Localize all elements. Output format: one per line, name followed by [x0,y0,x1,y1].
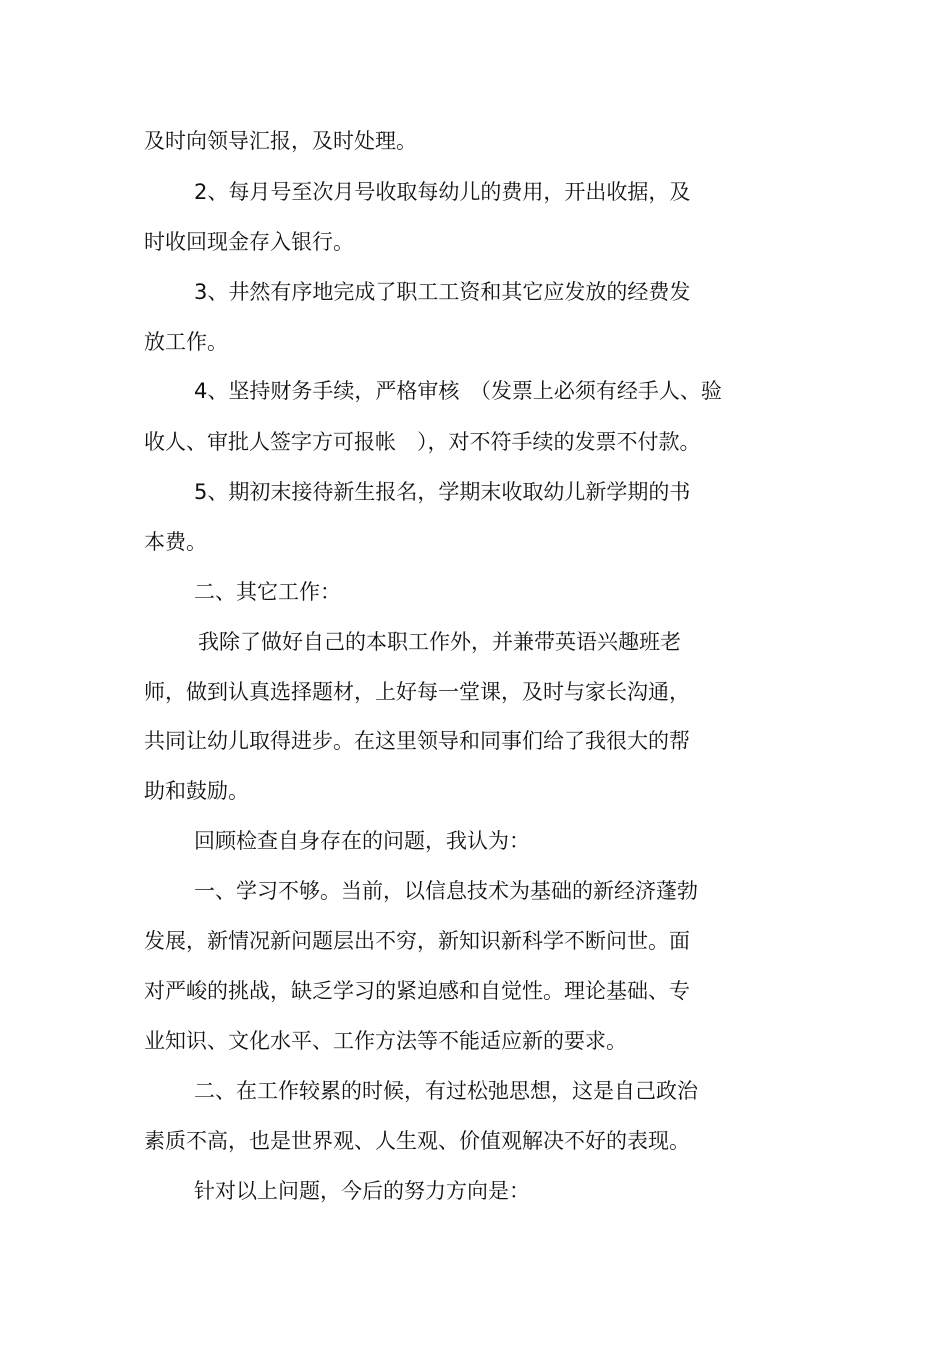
text-line: 助和鼓励。 [144,779,249,803]
text-line: 共同让幼儿取得进步。在这里领导和同事们给了我很大的帮 [144,729,690,753]
text-line: 4、坚持财务手续，严格审核 （发票上必须有经手人、验 [194,379,722,403]
text-line: 针对以上问题，今后的努力方向是： [194,1179,530,1203]
text-line: 收人、审批人签字方可报帐 ），对不符手续的发票不付款。 [144,430,701,454]
text-line: 时收回现金存入银行。 [144,230,354,254]
text-line: 5、期初末接待新生报名，学期末收取幼儿新学期的书 [194,480,691,504]
text-line: 我除了做好自己的本职工作外，并兼带英语兴趣班老 [198,630,681,654]
text-line: 师，做到认真选择题材，上好每一堂课，及时与家长沟通， [144,680,690,704]
text-line: 2、每月号至次月号收取每幼儿的费用，开出收据，及 [194,180,691,204]
text-line: 对严峻的挑战，缺乏学习的紧迫感和自觉性。理论基础、专 [144,979,690,1003]
text-line: 发展，新情况新问题层出不穷，新知识新科学不断问世。面 [144,929,690,953]
section-heading: 二、其它工作： [194,580,341,604]
text-line: 业知识、文化水平、工作方法等不能适应新的要求。 [144,1029,627,1053]
text-line: 回顾检查自身存在的问题，我认为： [194,829,530,853]
text-line: 素质不高，也是世界观、人生观、价值观解决不好的表现。 [144,1129,690,1153]
text-line: 3、井然有序地完成了职工工资和其它应发放的经费发 [194,280,691,304]
text-line: 本费。 [144,530,207,554]
text-line: 及时向领导汇报，及时处理。 [144,129,417,153]
text-line: 二、在工作较累的时候，有过松弛思想，这是自己政治 [194,1079,698,1103]
text-line: 一、学习不够。当前，以信息技术为基础的新经济蓬勃 [194,879,698,903]
text-line: 放工作。 [144,330,228,354]
